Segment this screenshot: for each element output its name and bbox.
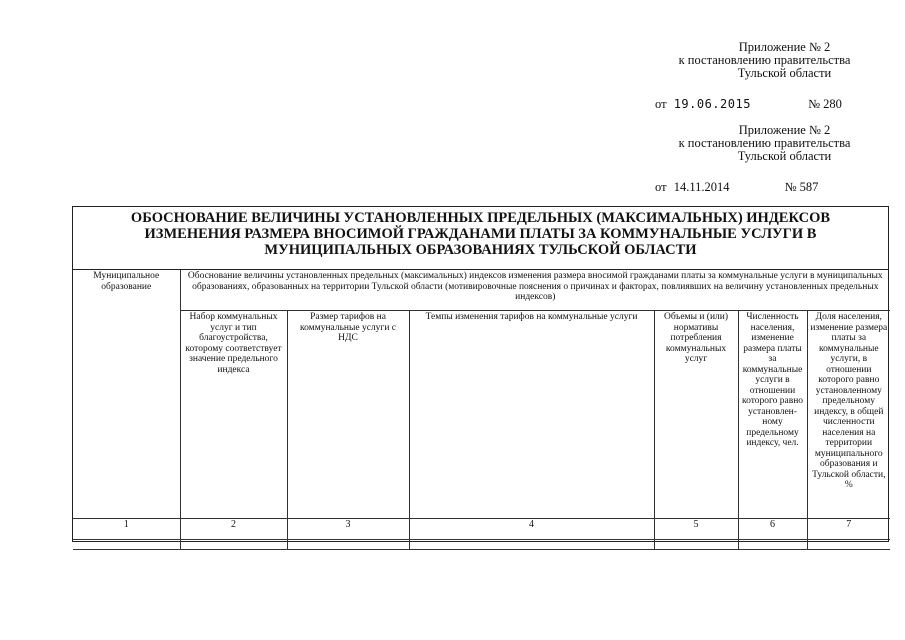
annex-header-2 [652, 124, 877, 163]
empty-cell [409, 540, 654, 550]
empty-cell [738, 540, 807, 550]
title-line-3: МУНИЦИПАЛЬНЫХ ОБРАЗОВАНИЯХ ТУЛЬСКОЙ ОБЛАСТИ [264, 242, 697, 258]
data-grid [73, 270, 890, 550]
column-number: 6 [738, 519, 807, 540]
annex-region: Тульской области [737, 149, 832, 163]
header-population-share: Доля населения, изменение размера платы за коммунальные услуги, в отношении которого равно установленному предельному индексу, в общей численности населения на территории муниципального образования и Тульской области, % [807, 311, 890, 519]
header-population-count: Численность населения, изменение размера платы за коммунальные услуги в отношении которого равно установлен-ному предельному индексу, чел. [738, 311, 807, 519]
annex-subtitle: к постановлению правительства [678, 53, 851, 67]
header-tariff-rate: Темпы изменения тарифов на коммунальные услуги [409, 311, 654, 519]
annex-header-1 [652, 41, 877, 80]
column-number: 3 [287, 519, 409, 540]
empty-cell [287, 540, 409, 550]
annex-subtitle: к постановлению правительства [678, 136, 851, 150]
date-prefix: от [655, 180, 667, 194]
header-group-justification: Обоснование величины установленных предельных (максимальных) индексов изменения размера вносимой гражданами платы за коммунальные услуги в муниципальных образованиях, образованных на территории Тульской области (мотивировочные пояснения о причинах и факторах, повлиявших на величину установленных предельных индексов) [180, 270, 890, 311]
decree-date: 19.06.2015 [673, 97, 751, 111]
decree-date: 14.11.2014 [673, 180, 730, 194]
decree-number: № 587 [784, 180, 819, 194]
justification-table [72, 206, 889, 542]
decree-date-row-2 [655, 180, 818, 195]
title-line-1: ОБОСНОВАНИЕ ВЕЛИЧИНЫ УСТАНОВЛЕННЫХ ПРЕДЕЛЬНЫХ (МАКСИМАЛЬНЫХ) ИНДЕКСОВ [130, 210, 831, 226]
header-tariff-size: Размер тарифов на коммунальные услуги с НДС [287, 311, 409, 519]
annex-title: Приложение № 2 [738, 40, 831, 54]
empty-cell [654, 540, 738, 550]
title-line-2: ИЗМЕНЕНИЯ РАЗМЕРА ВНОСИМОЙ ГРАЖДАНАМИ ПЛАТЫ ЗА КОММУНАЛЬНЫЕ УСЛУГИ В [144, 226, 817, 242]
column-number: 5 [654, 519, 738, 540]
empty-cell [807, 540, 890, 550]
table-title [73, 207, 888, 270]
decree-number: № 280 [808, 97, 842, 111]
column-number: 1 [73, 519, 180, 540]
header-volumes: Объемы и (или) нормативы потребления коммунальных услуг [654, 311, 738, 519]
annex-region: Тульской области [737, 66, 832, 80]
header-service-set: Набор коммунальных услуг и тип благоустройства, которому соответствует значение предельного индекса [180, 311, 287, 519]
column-number: 7 [807, 519, 890, 540]
empty-cell [180, 540, 287, 550]
date-prefix: от [655, 97, 667, 111]
header-municipality: Муниципальное образование [73, 270, 180, 519]
column-number: 4 [409, 519, 654, 540]
decree-date-row-1 [655, 97, 842, 112]
empty-cell [73, 540, 180, 550]
annex-title: Приложение № 2 [738, 123, 831, 137]
column-number: 2 [180, 519, 287, 540]
